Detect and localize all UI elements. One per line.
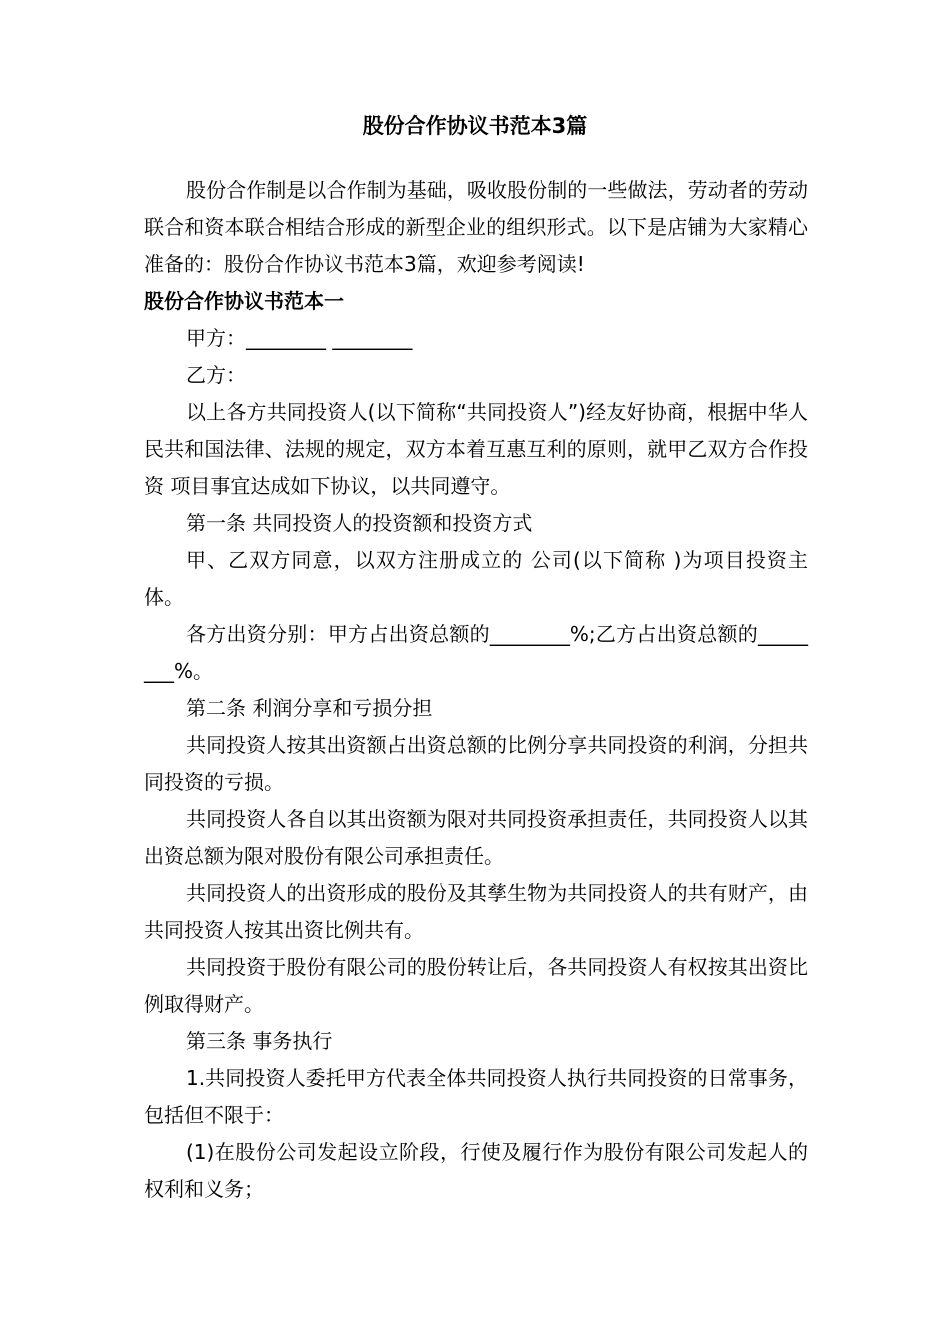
document-title: 股份合作协议书范本3篇 (362, 114, 588, 138)
party-b-line: 乙方： (186, 363, 246, 387)
section-heading: 股份合作协议书范本一 (144, 289, 344, 313)
article-heading: 第一条 共同投资人的投资额和投资方式 (186, 511, 533, 535)
body-paragraph: 各方出资分别：甲方占出资总额的________%;乙方占出资总额的________%。 (144, 622, 808, 683)
article-heading: 第二条 利润分享和亏损分担 (186, 696, 433, 720)
body-paragraph: 1.共同投资人委托甲方代表全体共同投资人执行共同投资的日常事务，包括但不限于： (144, 1066, 808, 1127)
body-paragraph: 共同投资人的出资形成的股份及其孳生物为共同投资人的共有财产，由共同投资人按其出资比例共有。 (144, 881, 808, 942)
body-paragraph: 共同投资人按其出资额占出资总额的比例分享共同投资的利润，分担共同投资的亏损。 (144, 733, 808, 794)
body-paragraph: 共同投资于股份有限公司的股份转让后，各共同投资人有权按其出资比例取得财产。 (144, 955, 808, 1016)
preamble-paragraph: 以上各方共同投资人(以下简称“共同投资人”)经友好协商，根据中华人民共和国法律、法规的规定，双方本着互惠互利的原则，就甲乙双方合作投资 项目事宜达成如下协议，以共同遵守。 (144, 400, 808, 498)
document-body (144, 172, 808, 1208)
body-paragraph: 共同投资人各自以其出资额为限对共同投资承担责任，共同投资人以其出资总额为限对股份有限公司承担责任。 (144, 807, 808, 868)
body-paragraph: (1)在股份公司发起设立阶段，行使及履行作为股份有限公司发起人的权利和义务； (144, 1140, 808, 1201)
body-paragraph: 甲、乙双方同意，以双方注册成立的 公司(以下简称 )为项目投资主体。 (144, 548, 808, 609)
intro-paragraph: 股份合作制是以合作制为基础，吸收股份制的一些做法，劳动者的劳动联合和资本联合相结合形成的新型企业的组织形式。以下是店铺为大家精心准备的：股份合作协议书范本3篇，欢迎参考阅读! (144, 178, 808, 276)
article-heading: 第三条 事务执行 (186, 1029, 333, 1053)
party-a-line: 甲方：________ ________ (186, 326, 413, 350)
